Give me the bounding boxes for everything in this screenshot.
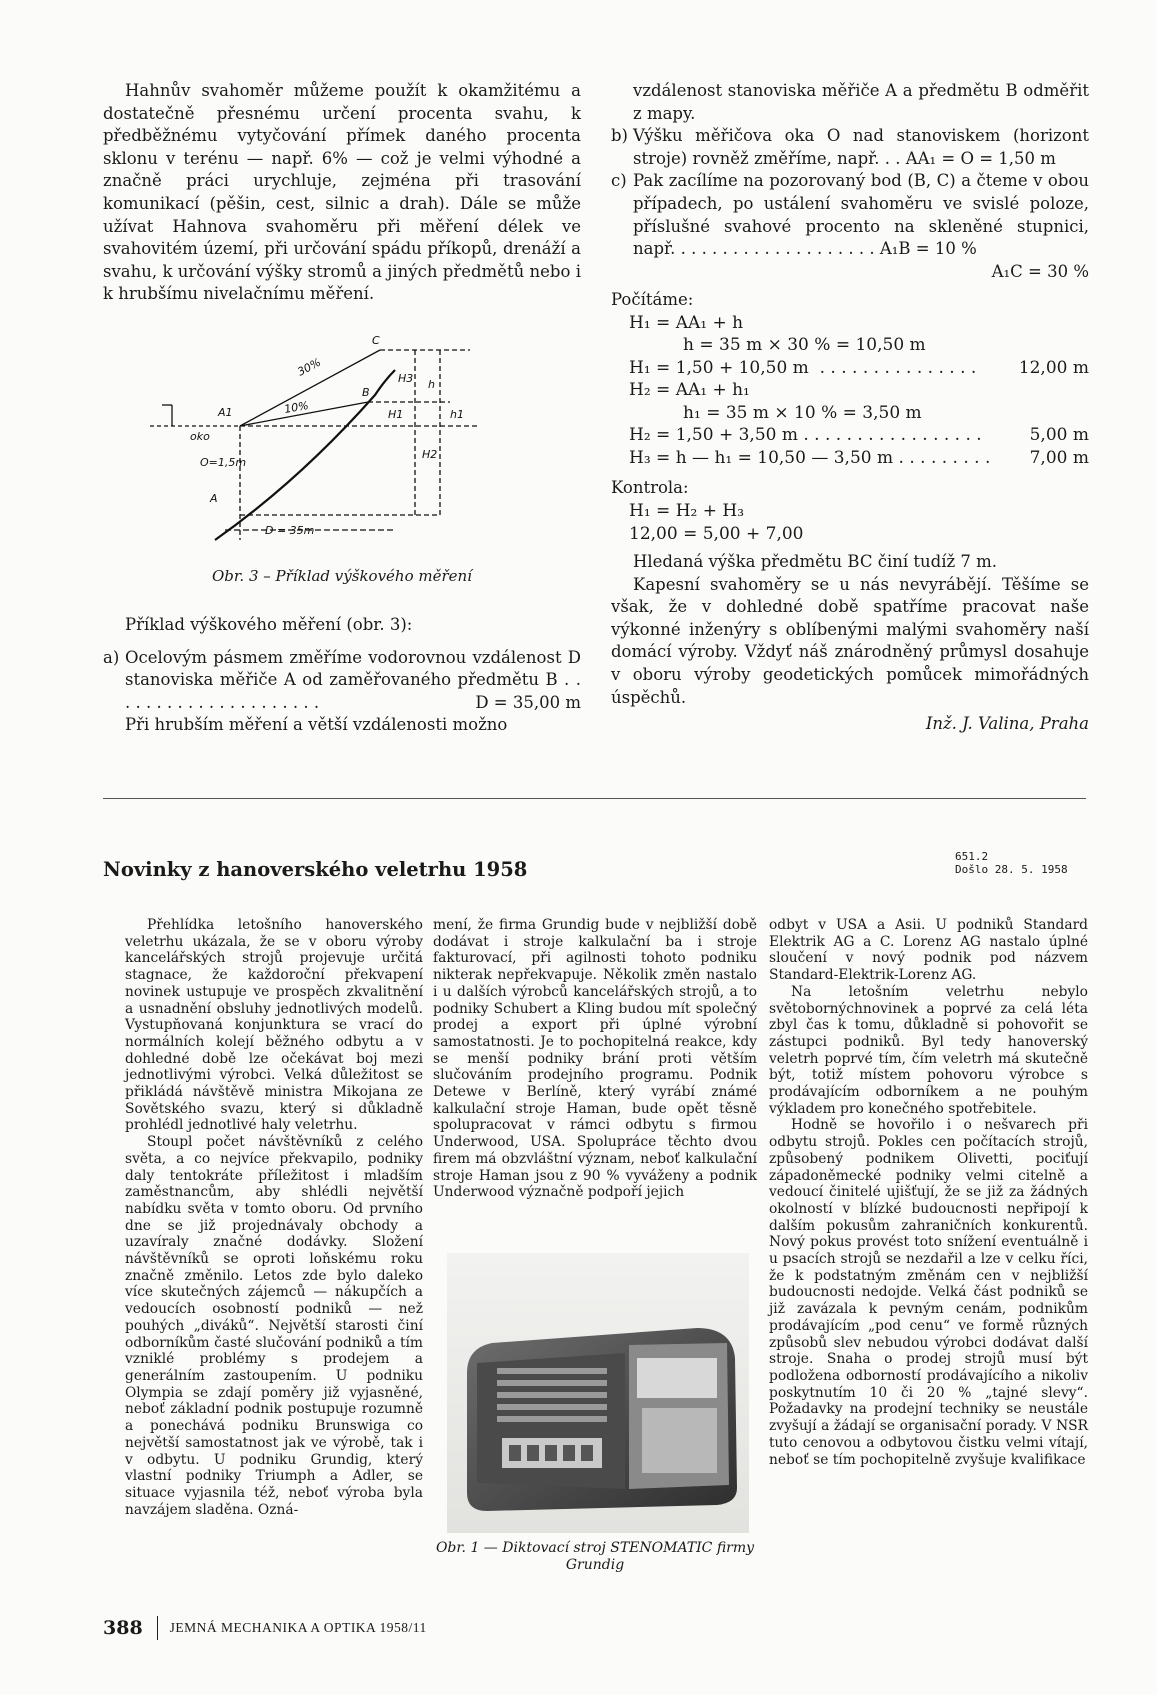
check-block <box>611 500 1089 545</box>
calc-row <box>629 357 1089 380</box>
article-col3-p2: Na letošním veletrhu nebylo světobornýchnovinek a poprvé za celá léta zbyl čas k tomu, důkladně si pohovořit se zástupci podniků. Byl tedy hanoverský veletrh poprvé tím, čím veletrh má skutečně být, totiž místem pohovoru výrobce s prodávajícím odborníkem a ne pouhým výkladem pro konečného spotřebitele. <box>769 983 1088 1117</box>
item-a-value: D = 35,00 m <box>475 692 581 712</box>
calc-block <box>611 312 1089 470</box>
calc-expression: H₂ = AA₁ + h₁ <box>629 380 750 401</box>
calc-expression: h₁ = 35 m × 10 % = 3,50 m <box>629 402 922 423</box>
diagram-label-30: 30% <box>295 355 323 379</box>
article-col1-p2: Stoupl počet návštěvníků z celého světa, a co nejvíce překvapilo, podniky daly tentokráte příležitost i mladším zaměstnancům, aby shlédli největší nabídku světa v tomto oboru. Od prvního dne se již projednávaly obchody a uzavíraly značné dodávky. Složení návštěvníků se oproti loňskému roku značně změnilo. Letos zde bylo daleko více skutečných zájemců — nákupčích a vedoucích osobností podniků — než pouhých „diváků“. Největší starosti činí odborníkům časté slučování podniků a tím vzniklé problémy s prodejem a generálním zastoupením. U podniku Olympia se zdají poměry již vyjasněné, neboť základní podnik postupuje rozumně a ponechává podniku Brunswiga co největší samostatnost jak ve výrobě, tak i v odbytu. U podniku Grundig, který vlastní podniky Triumph a Adler, se situace vyjasnila též, neboť výroba byla navzájem sladěna. Ozná- <box>125 1134 423 1518</box>
stenomatic-photo <box>447 1253 749 1533</box>
diagram-label-h3: H3 <box>398 372 414 385</box>
signature: Inž. J. Valina, Praha <box>925 714 1089 734</box>
article-meta <box>955 850 1068 876</box>
calc-row <box>629 379 1089 402</box>
photo-caption: Obr. 1 — Diktovací stroj STENOMATIC firmy Grundig <box>435 1540 755 1573</box>
page-number: 388 <box>103 1617 143 1639</box>
calc-result: 7,00 m <box>1029 447 1089 468</box>
calc-expression: H₁ = AA₁ + h <box>629 312 744 333</box>
item-c-line2: A₁C = 30 % <box>991 261 1089 281</box>
calc-row <box>629 334 1089 357</box>
diagram-label-o: O=1,5m <box>200 456 247 469</box>
article-col3-p3: Hodně se hovořilo i o nešvarech při odbytu strojů. Pokles cen počítacích strojů, způsobený podnikem Olivetti, pociťují západoněmecké podniky velmi citelně a vedoucí činitelé ujišťují, že se již za žádných okolností v blízké budoucnosti nepřipojí k dalším pokusům zahraničních konkurentů. Nový pokus provést toto snížení eventuálně i u psacích strojů se nezdařil a lze v celku říci, že k podstatným změnám cen v nejbližší budoucnosti nedojde. Velká část podniků se již zavázala k pevným cenám, podnikům prodávajícím „pod cenu“ ve formě různých způsobů slev nebudou výrobci dodávat další stroje. Snaha o prodej strojů musí být podložena odborností prodávajícího a nikoliv poskytnutím 10 či 20 % „tajné slevy“. Požadavky na prodejní techniky se neustále zvyšují a žádají se organisační porady. V NSR tuto cenovou a odbytovou čistku velmi vítají, neboť se tím pochopitelně zvyšuje kvalifikace <box>769 1117 1088 1468</box>
page-footer <box>103 1616 427 1640</box>
height-measurement-diagram <box>150 330 530 555</box>
article-col1-p1: Přehlídka letošního hanoverského veletrhu ukázala, že se v oboru výroby kancelářských strojů projevuje určitá stagnace, že každoroční překvapení novinek ustupuje ve prospěch zkvalitnění a usnadnění obsluhy jednotlivých modelů. Vystupňovaná konjunktura se vrací do normálních kolejí běžného odbytu a v dohledné době lze očekávat boj mezi jednotlivými výrobci. Velká důležitost se přikládá návštěvě ministra Mikojana ze Sovětského svazu, který si důkladně prohlédl jednotlivé haly veletrhu. <box>125 917 423 1134</box>
calc-row <box>629 447 1089 470</box>
diagram-label-b: B <box>362 386 370 399</box>
result-line: Hledaná výška předmětu BC činí tudíž 7 m. <box>633 552 998 572</box>
closing-paragraph: Kapesní svahoměry se u nás nevyrábějí. Těšíme se však, že v dohledné době spatříme pracovat naše výkonné inženýry s oblíbenými malými svahoměry naší domácí výroby. Vždyť náš znárodněný průmysl dosahuje v oboru výroby geodetických pomůcek mimořádných úspěchů. <box>611 574 1089 707</box>
item-b <box>611 125 1089 170</box>
item-a-text: Ocelovým pásmem změříme vodorovnou vzdálenost D stanoviska měřiče A od zaměřovaného předmětu B <box>125 647 581 690</box>
footer-separator <box>157 1616 158 1640</box>
example-block <box>103 614 581 737</box>
calc-row <box>629 424 1089 447</box>
item-b-label: b) <box>611 126 628 146</box>
article-title: Novinky z hanoverského veletrhu 1958 <box>103 858 528 881</box>
calc-result: 5,00 m <box>1029 425 1089 446</box>
udc-code: 651.2 <box>955 850 989 863</box>
item-c-text: Pak zacílíme na pozorovaný bod (B, C) a čteme v obou případech, po ustálení svahoměru ve svislé poloze, příslušné svahové procento na skleněné stupnici, např. . . . . . . . . . . . . . . . . . . . A₁B = 10 % <box>633 171 1089 259</box>
diagram-label-d: D = 35m <box>265 524 315 537</box>
calc-row <box>629 312 1089 335</box>
calc-expression: H₂ = 1,50 + 3,50 m . . . . . . . . . . . . . . . . . <box>629 425 982 446</box>
diagram-label-c: C <box>372 334 380 347</box>
item-b-text: Výšku měřičova oka O nad stanoviskem (horizont stroje) rovněž změříme, např. . . AA₁ = O = 1,50 m <box>633 126 1089 168</box>
diagram-label-h: h <box>428 378 435 391</box>
item-a-label: a) <box>103 647 120 667</box>
check-row: 12,00 = 5,00 + 7,00 <box>629 523 804 544</box>
journal-name: JEMNÁ MECHANIKA A OPTIKA 1958/11 <box>169 1620 427 1635</box>
check-title: Kontrola: <box>611 478 689 498</box>
item-a-continuation: Při hrubším měření a větší vzdálenosti možno <box>125 715 508 735</box>
example-title: Příklad výškového měření (obr. 3): <box>125 615 413 634</box>
calc-expression: H₃ = h — h₁ = 10,50 — 3,50 m . . . . . . . . . <box>629 447 991 468</box>
item-a <box>103 647 581 737</box>
diagram-label-a1: A1 <box>218 406 233 419</box>
item-c <box>611 170 1089 283</box>
diagram-label-h2: H2 <box>422 448 438 461</box>
calc-row <box>629 402 1089 425</box>
top-right-column <box>611 80 1089 736</box>
item-c-label: c) <box>611 171 627 191</box>
calc-title: Počítáme: <box>611 290 694 310</box>
article-column-2 <box>433 917 757 1201</box>
diagram-label-10: 10% <box>283 398 310 416</box>
section-divider <box>103 798 1086 799</box>
diagram-label-oko: oko <box>190 430 210 443</box>
calc-result: 12,00 m <box>1018 357 1089 378</box>
diagram-label-h1: H1 <box>388 408 404 421</box>
diagram-label-a: A <box>210 492 218 505</box>
top-left-column <box>103 80 581 306</box>
article-column-3 <box>769 917 1088 1468</box>
diagram-label-h1s: h1 <box>450 408 464 421</box>
article-col3-p1: odbyt v USA a Asii. U podniků Standard Elektrik AG a C. Lorenz AG nastalo úplné sloučení v nový podnik pod názvem Standard-Elektrik-Lorenz AG. <box>769 917 1088 984</box>
figure-3-caption: Obr. 3 – Příklad výškového měření <box>212 567 472 585</box>
item-a-remainder: vzdálenost stanoviska měřiče A a předmětu B odměřit z mapy. <box>633 81 1089 123</box>
item-a-dots: . . . . . . . . . . . . . . . . . . . . . <box>125 670 581 712</box>
check-row: H₁ = H₂ + H₃ <box>629 501 745 522</box>
calc-expression: h = 35 m × 30 % = 10,50 m <box>629 335 926 356</box>
article-col2-p1: mení, že firma Grundig bude v nejbližší době dodávat i stroje kalkulační ba i stroje fakturovací, při agilnosti tohoto podniku nikterak nepřekvapuje. Několik změn nastalo i u dalších výrobců kancelářských strojů, a to podniky Schubert a Kling budou mít společný prodej a export při úplné výrobní samostatnosti. Je to pochopitelná reakce, kdy se menší podniky brání proti větším slučováním prodejního programu. Podnik Detewe v Berlíně, který vyrábí známé kalkulační stroje Haman, bude opět těsně spolupracovat v rámci odbytu s firmou Underwood, USA. Spolupráce těchto dvou firem má obzvláštní význam, neboť kalkulační stroje Haman jsou z 90 % vyváženy a podnik Underwood význačně podpoří jejich <box>433 917 757 1201</box>
article-column-1 <box>125 917 423 1518</box>
intro-paragraph: Hahnův svahoměr můžeme použít k okamžitému a dostatečně přesnému určení procenta svahu, k předběžnému vytyčování přímek daného procenta sklonu v terénu — např. 6% — což je velmi výhodné a značně práci urychluje, zejména při trasování komunikací (pěšin, cest, silnic a drah). Dále se může užívat Hahnova svahoměru při měření délek ve svahovitém území, při určování spádu příkopů, drenáží a svahu, k určování výšky stromů a jiných předmětů nebo i k hrubšímu nivelačnímu měření. <box>103 81 581 304</box>
received-date: Došlo 28. 5. 1958 <box>955 863 1068 876</box>
calc-expression: H₁ = 1,50 + 10,50 m . . . . . . . . . . . . . . . <box>629 357 977 378</box>
